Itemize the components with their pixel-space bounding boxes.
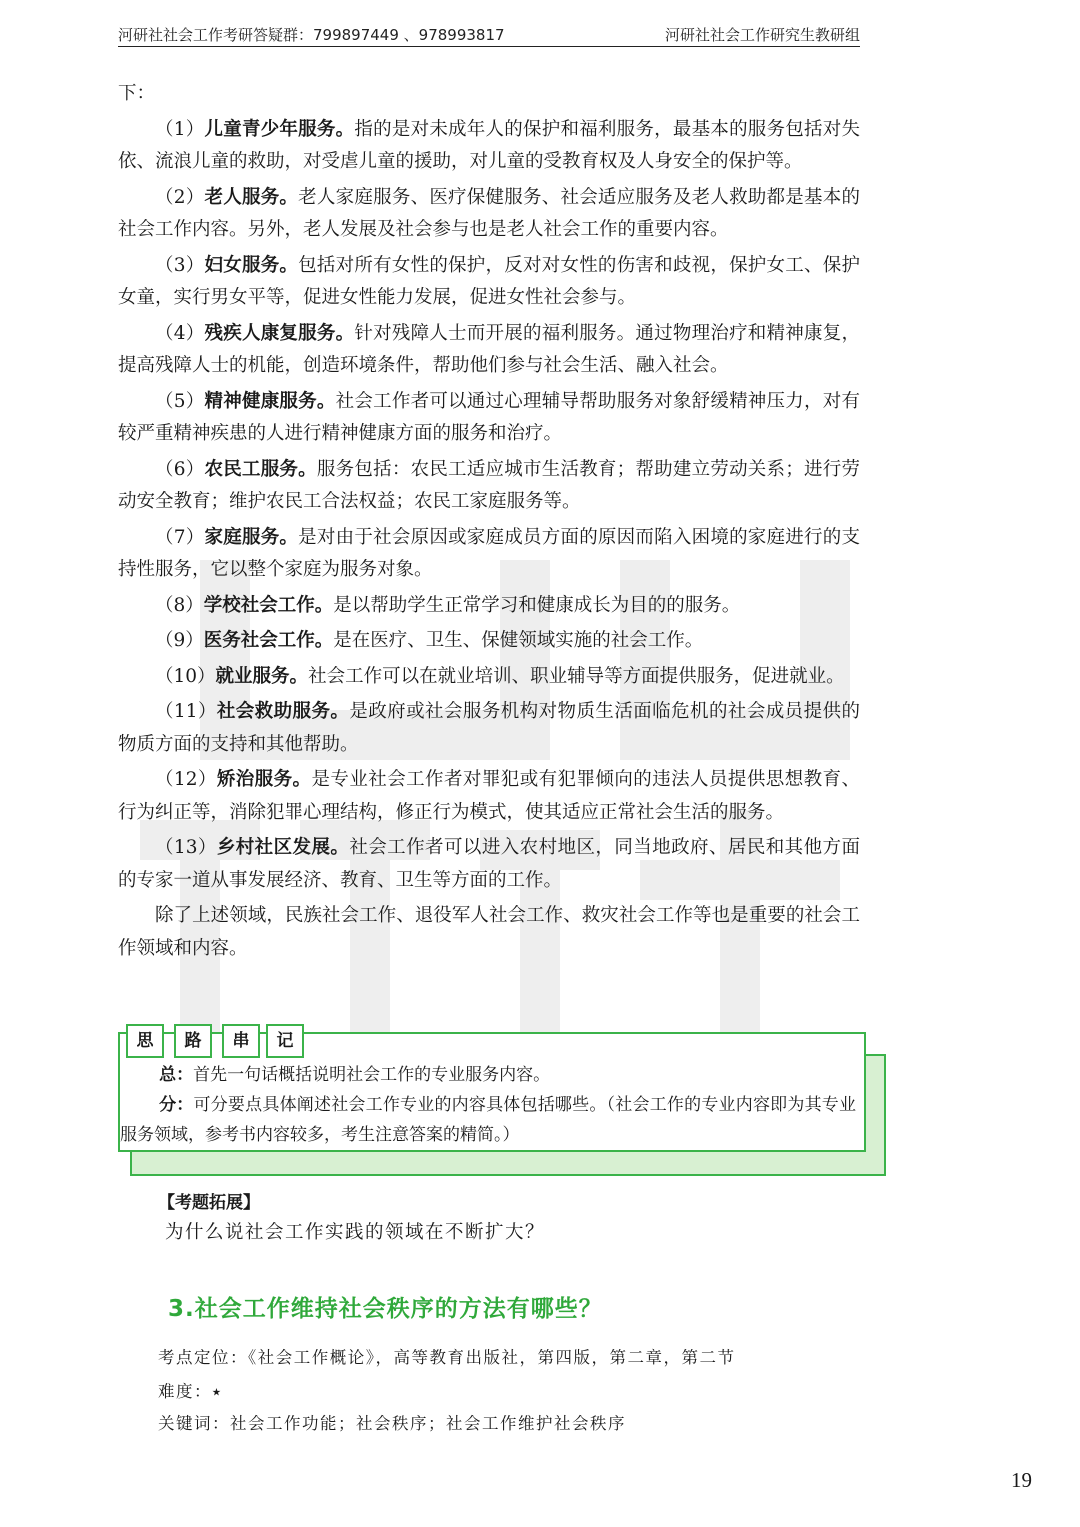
page-header — [118, 22, 860, 47]
exam-location: 考点定位：《社会工作概论》，高等教育出版社，第四版，第二章，第二节 — [158, 1348, 736, 1367]
intro-text: 下： — [118, 83, 156, 104]
service-list — [118, 114, 860, 898]
item-number: （4） — [155, 322, 205, 344]
keywords: 关键词：社会工作功能；社会秩序；社会工作维护社会秩序 — [158, 1414, 626, 1433]
item-text: 针对残障人士而开展的福利服务。通过物理治疗和精神康复，提高残障人士的机能，创造环境条件，帮助他们参与社会生活、融入社会。 — [118, 322, 860, 376]
summary-fen-line — [120, 1090, 856, 1150]
list-item — [118, 318, 860, 383]
list-item — [118, 182, 860, 247]
extension-title: 【考题拓展】 — [158, 1193, 260, 1213]
item-text: 是政府或社会服务机构对物质生活面临危机的社会成员提供的物质方面的支持和其他帮助。 — [118, 701, 860, 755]
item-number: （6） — [155, 458, 205, 480]
item-number: （13） — [155, 837, 217, 858]
header-left-text: 河研社社会工作考研答疑群：799897449 、978993817 — [118, 26, 505, 44]
fen-label: 分： — [159, 1095, 194, 1115]
list-item — [118, 764, 860, 829]
summary-zong-line — [120, 1060, 856, 1090]
item-text: 是以帮助学生正常学习和健康成长为目的的服务。 — [333, 594, 741, 616]
item-text: 社会工作可以在就业培训、职业辅导等方面提供服务，促进就业。 — [308, 665, 845, 687]
list-item — [118, 832, 860, 897]
item-title: 就业服务。 — [215, 665, 309, 687]
item-text: 社会工作者可以进入农村地区，同当地政府、居民和其他方面的专家一道从事发展经济、教育、卫生等方面的工作。 — [118, 837, 860, 891]
fen-text: 可分要点具体阐述社会工作专业的内容具体包括哪些。（社会工作的专业内容即为其专业服务领域，参考书内容较多，考生注意答案的精简。） — [120, 1095, 856, 1145]
item-number: （5） — [155, 390, 205, 412]
item-title: 儿童青少年服务。 — [204, 118, 355, 140]
item-title: 妇女服务。 — [204, 254, 299, 276]
thinking-summary-box — [118, 1028, 888, 1178]
list-item — [118, 386, 860, 451]
item-title: 家庭服务。 — [204, 526, 299, 548]
item-number: （7） — [155, 526, 205, 548]
item-title: 矫治服务。 — [216, 769, 312, 790]
question-heading: 3.社会工作维持社会秩序的方法有哪些？ — [168, 1296, 603, 1322]
item-title: 农民工服务。 — [204, 458, 317, 480]
list-item — [118, 454, 860, 519]
item-title: 学校社会工作。 — [203, 594, 334, 616]
item-text: 是在医疗、卫生、保健领域实施的社会工作。 — [333, 630, 704, 651]
closing-paragraph: 除了上述领域，民族社会工作、退役军人社会工作、救灾社会工作等也是重要的社会工作领域和内容。 — [118, 905, 860, 959]
item-title: 老人服务。 — [204, 186, 299, 208]
list-item — [118, 114, 860, 179]
difficulty-rating: 难度：⭑ — [158, 1382, 223, 1401]
item-number: （10） — [155, 665, 216, 687]
main-content — [118, 78, 860, 968]
list-item — [118, 590, 860, 623]
item-number: （8） — [155, 594, 204, 616]
box-tag: 思 — [126, 1024, 164, 1058]
item-text: 包括对所有女性的保护，反对对女性的伤害和歧视，保护女工、保护女童，实行男女平等，促进女性能力发展，促进女性社会参与。 — [118, 254, 860, 308]
item-text: 社会工作者可以通过心理辅导帮助服务对象舒缓精神压力，对有较严重精神疾患的人进行精神健康方面的服务和治疗。 — [118, 390, 860, 444]
item-text: 老人家庭服务、医疗保健服务、社会适应服务及老人救助都是基本的社会工作内容。另外，老人发展及社会参与也是老人社会工作的重要内容。 — [118, 186, 860, 240]
header-right-text: 河研社社会工作研究生教研组 — [664, 26, 860, 44]
box-tag: 记 — [266, 1024, 304, 1058]
list-item — [118, 625, 860, 658]
item-title: 医务社会工作。 — [203, 630, 334, 651]
item-number: （12） — [155, 769, 217, 790]
item-title: 社会救助服务。 — [216, 701, 350, 722]
item-number: （11） — [155, 701, 217, 722]
item-number: （3） — [155, 254, 205, 276]
list-item — [118, 661, 860, 694]
list-item — [118, 250, 860, 315]
item-text: 是专业社会工作者对罪犯或有犯罪倾向的违法人员提供思想教育、行为纠正等，消除犯罪心理结构，修正行为模式，使其适应正常社会生活的服务。 — [118, 769, 860, 823]
list-item — [118, 522, 860, 587]
item-number: （2） — [155, 186, 205, 208]
item-number: （9） — [155, 630, 204, 651]
page-number: 19 — [1011, 1468, 1032, 1492]
list-item — [118, 696, 860, 761]
box-tag: 串 — [222, 1024, 260, 1058]
item-text: 服务包括：农民工适应城市生活教育；帮助建立劳动关系；进行劳动安全教育；维护农民工合法权益；农民工家庭服务等。 — [118, 458, 860, 512]
item-text: 是对由于社会原因或家庭成员方面的原因而陷入困境的家庭进行的支持性服务，它以整个家庭为服务对象。 — [118, 526, 860, 580]
item-text: 指的是对未成年人的保护和福利服务，最基本的服务包括对失依、流浪儿童的救助，对受虐儿童的援助，对儿童的受教育权及人身安全的保护等。 — [118, 118, 860, 172]
zong-text: 首先一句话概括说明社会工作的专业服务内容。 — [193, 1065, 551, 1085]
item-title: 残疾人康复服务。 — [204, 322, 355, 344]
item-number: （1） — [155, 118, 205, 140]
item-title: 乡村社区发展。 — [216, 837, 350, 858]
extension-question: 为什么说社会工作实践的领域在不断扩大？ — [165, 1222, 546, 1243]
item-title: 精神健康服务。 — [204, 390, 336, 412]
zong-label: 总： — [159, 1065, 194, 1085]
box-tag: 路 — [174, 1024, 212, 1058]
